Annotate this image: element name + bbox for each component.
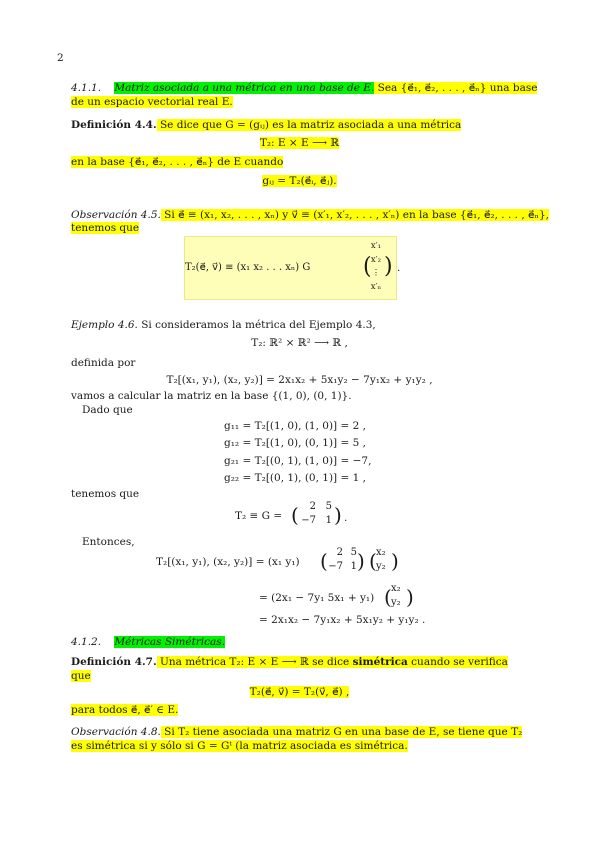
vector-entry: y₂ xyxy=(376,561,386,572)
matrix-entry: 5 xyxy=(350,547,357,558)
matrix-entry: 1 xyxy=(325,515,332,526)
observation-text: Si T₂ tiene asociada una matriz G en una base de E, se tiene que T₂ xyxy=(160,726,523,738)
left-paren: ( xyxy=(384,585,392,609)
xy-vector xyxy=(391,582,407,610)
g-matrix xyxy=(298,500,336,528)
left-paren: ( xyxy=(291,503,299,527)
observation-4-5 xyxy=(71,209,549,222)
definition-text-3: para todos e⃗, e⃗′ ∈ E. xyxy=(71,704,179,716)
example-text-2: definida por xyxy=(71,357,136,369)
example-text-5: tenemos que xyxy=(71,488,140,500)
g12-equation: g₁₂ = T₂[(1, 0), (0, 1)] = 5 , xyxy=(224,437,366,449)
matrix-entry: 2 xyxy=(336,547,343,558)
vector-entry: x′₂ xyxy=(370,254,382,265)
observation-4-8 xyxy=(71,726,522,739)
formula-left: T₂(e⃗, v⃗) ≡ (x₁ x₂ . . . xₙ) G xyxy=(185,262,311,273)
vector-entry: x′ₙ xyxy=(370,281,382,292)
right-paren: ) xyxy=(334,503,342,527)
section-title: Métricas Simétricas. xyxy=(114,636,226,648)
example-text-6: Entonces, xyxy=(82,536,135,548)
equation-a-left: T₂[(x₁, y₁), (x₂, y₂)] = (x₁ y₁) xyxy=(156,556,300,568)
definition-text-2: en la base {e⃗₁, e⃗₂, . . . , e⃗ₙ} de E cuando xyxy=(71,156,284,168)
section-number: 4.1.1. xyxy=(71,82,102,94)
definition-text: Una métrica T₂: E × E ⟶ ℝ se dice xyxy=(156,656,353,668)
g-matrix-inline xyxy=(327,546,357,574)
definition-label: Definición 4.7. xyxy=(71,656,157,668)
equation-metric: T₂: E × E ⟶ ℝ xyxy=(259,137,340,149)
g11-equation: g₁₁ = T₂[(1, 0), (1, 0)] = 2 , xyxy=(224,420,366,432)
definition-label: Definición 4.4. xyxy=(71,119,157,131)
matrix-entry: 5 xyxy=(325,501,332,512)
example-text: Si consideramos la métrica del Ejemplo 4.3, xyxy=(137,319,376,331)
formula-end: . xyxy=(397,262,401,274)
example-4-6 xyxy=(71,319,376,332)
vector-entry: x₂ xyxy=(391,583,401,594)
matrix-entry: −7 xyxy=(328,561,343,572)
example-text-3: vamos a calcular la matriz en la base {(1, 0), (0, 1)}. xyxy=(71,390,352,402)
observation-text-2: tenemos que xyxy=(71,222,140,234)
section-title: Matriz asociada a una métrica en una base de E. xyxy=(114,82,375,94)
highlighted-formula-box xyxy=(184,236,397,300)
left-paren: ( xyxy=(369,549,377,573)
matrix-entry: 1 xyxy=(350,561,357,572)
equation-c: = 2x₁x₂ − 7y₁x₂ + 5x₁y₂ + y₁y₂ . xyxy=(259,614,426,626)
right-paren: ) xyxy=(357,549,365,573)
xy-vector xyxy=(376,546,392,574)
example-label: Ejemplo 4.6. xyxy=(71,319,138,331)
left-paren: ( xyxy=(320,549,328,573)
left-paren: ( xyxy=(363,253,372,280)
vector-entry: x′₁ xyxy=(370,241,382,251)
example-text-4: Dado que xyxy=(82,404,133,416)
page-number: 2 xyxy=(57,52,64,64)
matrix-entry: −7 xyxy=(301,515,316,526)
definition-4-7 xyxy=(71,656,508,669)
definition-bold-word: simétrica xyxy=(352,656,408,668)
section-4-1-1-heading xyxy=(71,82,537,95)
section-text: Sea {e⃗₁, e⃗₂, . . . , e⃗ₙ} una base xyxy=(374,82,538,94)
g-matrix-end: . xyxy=(344,512,348,524)
equation-gij: gᵢⱼ = T₂(e⃗ᵢ, e⃗ⱼ). xyxy=(262,175,337,187)
section-4-1-2-heading xyxy=(71,636,225,649)
observation-text-2: es simétrica si y sólo si G = Gᵗ (la matriz asociada es simétrica. xyxy=(71,740,408,752)
equation-b-left: = (2x₁ − 7y₁ 5x₁ + y₁) xyxy=(259,592,375,604)
equation-t2-definition: T₂[(x₁, y₁), (x₂, y₂)] = 2x₁x₂ + 5x₁y₂ − 7y₁x₂ + y₁y₂ , xyxy=(166,374,433,386)
g22-equation: g₂₂ = T₂[(0, 1), (0, 1)] = 1 , xyxy=(224,472,366,484)
vector-entry: x₂ xyxy=(376,547,386,558)
definition-text-2: que xyxy=(71,670,91,682)
observation-text: Si e⃗ ≡ (x₁, x₂, . . . , xₙ) y v⃗ ≡ (x′₁, x′₂, . . . , x′ₙ) en la base {e⃗₁, e⃗₂, . . . , e⃗ₙ}, xyxy=(160,209,550,221)
definition-text: cuando se verifica xyxy=(407,656,508,668)
right-paren: ) xyxy=(406,585,414,609)
section-text-line2: de un espacio vectorial real E. xyxy=(71,96,233,108)
definition-4-4 xyxy=(71,119,461,132)
matrix-entry: 2 xyxy=(309,501,316,512)
column-vector xyxy=(370,240,382,294)
vector-entry: y₂ xyxy=(391,597,401,608)
g-matrix-left: T₂ ≡ G = xyxy=(235,510,283,522)
right-paren: ) xyxy=(384,254,393,279)
vector-entry: ⋮ xyxy=(371,268,381,278)
g21-equation: g₂₁ = T₂[(0, 1), (1, 0)] = −7, xyxy=(224,455,372,467)
observation-label: Observación 4.5. xyxy=(71,209,161,221)
right-paren: ) xyxy=(391,549,399,573)
section-number: 4.1.2. xyxy=(71,636,102,648)
definition-text: Se dice que G = (gᵢⱼ) es la matriz asociada a una métrica xyxy=(156,119,462,131)
observation-label: Observación 4.8. xyxy=(71,726,161,738)
equation-r2: T₂: ℝ² × ℝ² ⟶ ℝ , xyxy=(251,337,348,349)
equation-symmetry: T₂(e⃗, v⃗) = T₂(v⃗, e⃗) , xyxy=(249,686,350,698)
